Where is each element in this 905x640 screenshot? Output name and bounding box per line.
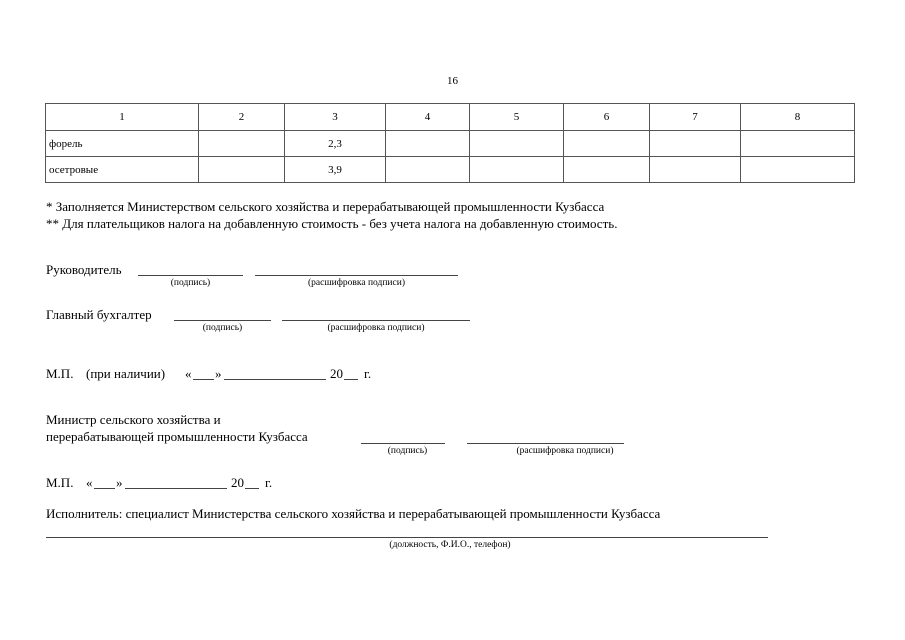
minister-decode-caption: (расшифровка подписи) [516,446,614,456]
table-cell [564,131,650,157]
table-row [46,157,855,183]
accountant-decode-caption: (расшифровка подписи) [327,323,425,333]
open-quote-2: « [86,475,93,490]
executor-label: Исполнитель: специалист Министерства сельского хозяйства и перерабатывающей промышленности Кузбасса [46,506,661,521]
director-signature-line [138,275,243,276]
month-blank-1 [224,379,326,380]
table-header-cell: 8 [741,104,855,131]
stamp-note-1: (при наличии) [86,366,166,381]
day-blank-2 [94,488,115,489]
stamp-mp-2: М.П. [46,475,74,490]
footnote-2: ** Для плательщиков налога на добавленную стоимость - без учета налога на добавленную стоимость. [46,216,618,231]
table-cell [470,157,564,183]
month-blank-2 [125,488,227,489]
table-header-cell: 7 [650,104,741,131]
table-cell [564,157,650,183]
table-cell [199,131,285,157]
table-cell [741,157,855,183]
director-sign-caption: (подпись) [170,278,211,288]
table-row [46,131,855,157]
close-quote-2: » [116,475,123,490]
table-header-cell: 5 [470,104,564,131]
year-blank-2 [245,488,259,489]
accountant-signature-line [174,320,271,321]
accountant-decode-line [282,320,470,321]
table-cell: 2,3 [285,131,386,157]
table-cell [386,157,470,183]
table-cell: осетровые [46,157,199,183]
director-decode-caption: (расшифровка подписи) [308,278,405,288]
director-decode-line [255,275,458,276]
data-table [45,103,855,183]
accountant-sign-caption: (подпись) [202,323,243,333]
director-label: Руководитель [46,262,122,277]
year-suffix-2: г. [265,475,273,490]
year-suffix-1: г. [364,366,372,381]
accountant-label: Главный бухгалтер [46,307,152,322]
minister-sign-caption: (подпись) [387,446,428,456]
table-cell: форель [46,131,199,157]
minister-title-line-2: перерабатывающей промышленности Кузбасса [46,429,308,444]
table-header-cell: 1 [46,104,199,131]
table-cell [199,157,285,183]
minister-title-line-1: Министр сельского хозяйства и [46,412,221,427]
day-blank-1 [193,379,214,380]
executor-caption: (должность, Ф.И.О., телефон) [389,540,511,550]
table-header-cell: 3 [285,104,386,131]
year-prefix-2: 20 [231,475,244,490]
minister-decode-line [467,443,624,444]
table-cell [650,157,741,183]
minister-signature-line [361,443,445,444]
open-quote-1: « [185,366,192,381]
table-cell [741,131,855,157]
footnote-1: * Заполняется Министерством сельского хозяйства и перерабатывающей промышленности Кузбасса [46,199,605,214]
year-blank-1 [344,379,358,380]
executor-line [46,537,768,538]
table-cell: 3,9 [285,157,386,183]
page-number: 16 [447,75,458,87]
table-cell [470,131,564,157]
table-header-row [46,104,855,131]
table-cell [386,131,470,157]
close-quote-1: » [215,366,222,381]
table-header-cell: 4 [386,104,470,131]
year-prefix-1: 20 [330,366,343,381]
table-header-cell: 6 [564,104,650,131]
table-header-cell: 2 [199,104,285,131]
table-cell [650,131,741,157]
stamp-mp-1: М.П. [46,366,74,381]
